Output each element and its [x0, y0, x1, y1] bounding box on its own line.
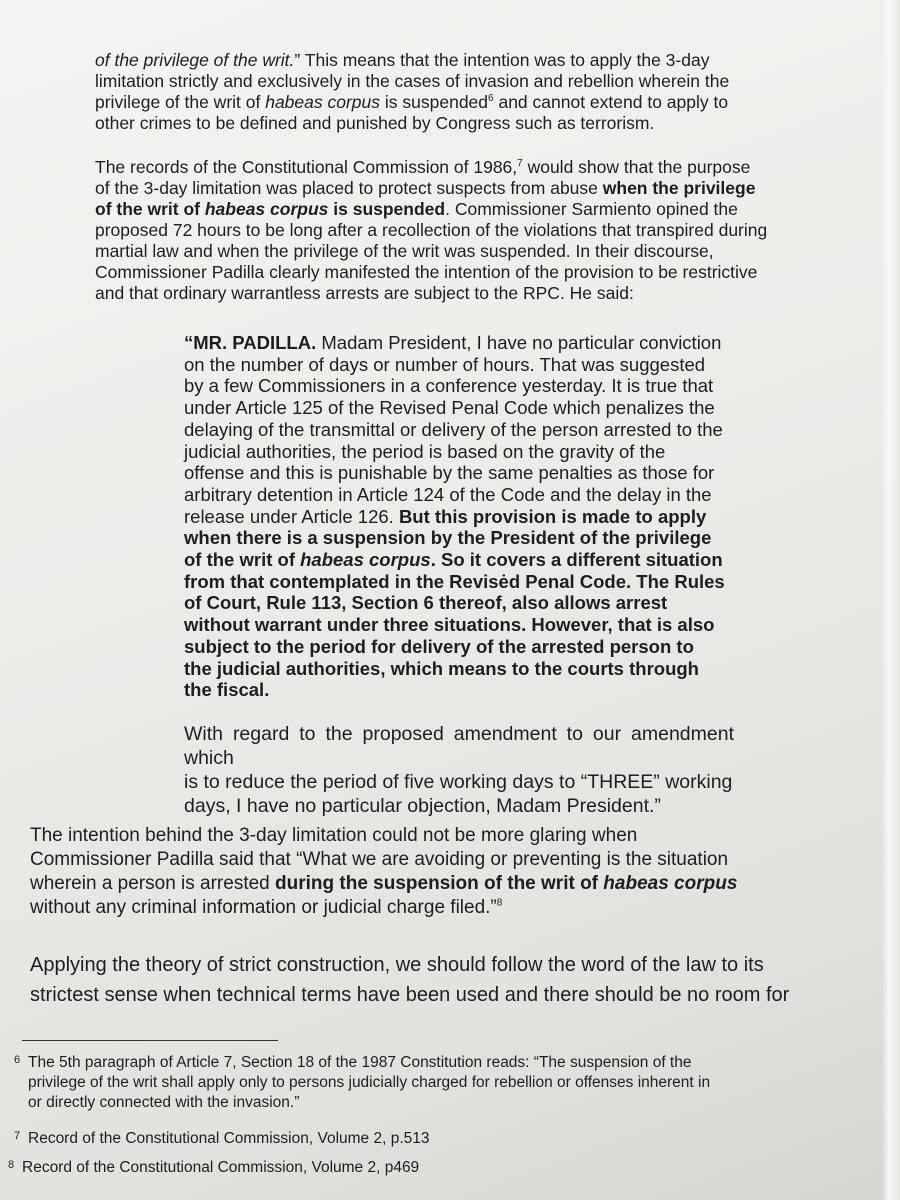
quote-line: is to reduce the period of five working days to “THREE” working: [184, 771, 733, 793]
footnote-line: or directly connected with the invasion.”: [28, 1094, 300, 1111]
quote-line: days, I have no particular objection, Madam President.”: [184, 795, 661, 817]
paragraph-2-line: Commissioner Padilla clearly manifested the intention of the provision to be restrictive: [95, 262, 758, 282]
quote-line: judicial authorities, the period is based on the gravity of the: [184, 440, 666, 462]
footnote-number: 7: [14, 1130, 21, 1142]
footnote-text: Record of the Constitutional Commission, Volume 2, p.513: [28, 1130, 430, 1147]
paragraph-2-line: The records of the Constitutional Commission of 1986,$^7$ would show that the purpose: [95, 157, 751, 177]
paragraph-2-line: of the writ of habeas corpus is suspended. Commissioner Sarmiento opined the: [95, 199, 738, 219]
quote-line: offense and this is punishable by the same penalties as those for: [184, 462, 715, 484]
paragraph-4: [30, 950, 820, 1010]
quote-line: under Article 125 of the Revised Penal Code which penalizes the: [184, 397, 715, 419]
quote-line: of the writ of habeas corpus. So it covers a different situation: [184, 549, 723, 571]
paragraph-3: [30, 824, 810, 920]
paragraph-2-line: proposed 72 hours to be long after a recollection of the violations that transpired during: [95, 220, 768, 240]
quote-line: the judicial authorities, which means to the courts through: [184, 657, 699, 679]
quote-line: subject to the period for delivery of the arrested person to: [184, 635, 694, 657]
quote-line: on the number of days or number of hours. That was suggested: [184, 353, 706, 375]
padilla-quote-continued: [184, 722, 734, 818]
quote-line: when there is a suspension by the President of the privilege: [184, 527, 712, 549]
paragraph-1-line: other crimes to be defined and punished by Congress such as terrorism.: [95, 113, 655, 133]
paragraph-1: [95, 50, 778, 134]
quote-line: delaying of the transmittal or delivery of the person arrested to the: [184, 418, 723, 440]
paragraph-4-line: Applying the theory of strict construction, we should follow the word of the law to its: [30, 954, 764, 976]
quote-line: without warrant under three situations. However, that is also: [184, 614, 715, 636]
footnote-number: 8: [8, 1159, 15, 1171]
paragraph-3-line: The intention behind the 3-day limitation could not be more glaring when: [30, 825, 638, 846]
footnote-text: The 5th paragraph of Article 7, Section 18 of the 1987 Constitution reads: “The suspension of the: [28, 1054, 692, 1071]
footnote-separator: [22, 1040, 278, 1041]
paragraph-1-line: limitation strictly and exclusively in the cases of invasion and rebellion wherein the: [95, 71, 730, 91]
footnote-text: Record of the Constitutional Commission, Volume 2, p469: [22, 1159, 420, 1176]
footnote-number: 6: [14, 1054, 21, 1066]
paragraph-2-line: and that ordinary warrantless arrests are subject to the RPC. He said:: [95, 283, 634, 303]
paragraph-1-line: of the privilege of the writ.” This means that the intention was to apply the 3-day: [95, 50, 710, 70]
quote-line: With regard to the proposed amendment to our amendment which: [184, 723, 734, 769]
padilla-quote: [184, 332, 729, 701]
quote-line: of Court, Rule 113, Section 6 thereof, also allows arrest: [184, 592, 668, 614]
paragraph-2-line: of the 3-day limitation was placed to protect suspects from abuse when the privilege: [95, 178, 756, 198]
quote-line: the fiscal.: [184, 679, 270, 701]
footnote-8: [8, 1155, 808, 1178]
footnote-line: [14, 1050, 814, 1073]
page-edge-shadow: [882, 0, 900, 1200]
paragraph-2-line: martial law and when the privilege of the writ was suspended. In their discourse,: [95, 241, 714, 261]
quote-line: from that contemplated in the Revisėd Penal Code. The Rules: [184, 570, 725, 592]
paragraph-3-line: Commissioner Padilla said that “What we are avoiding or preventing is the situation: [30, 849, 729, 870]
paragraph-3-line: wherein a person is arrested during the suspension of the writ of habeas corpus: [30, 873, 738, 894]
paragraph-2: [95, 157, 778, 304]
paragraph-1-line: privilege of the writ of habeas corpus is suspended$^6$ and cannot extend to apply to: [95, 92, 729, 112]
paragraph-3-line: without any criminal information or judicial charge filed.”$^8$: [30, 897, 503, 918]
footnote-6: [14, 1050, 814, 1113]
paragraph-4-line: strictest sense when technical terms have been used and there should be no room for: [30, 984, 790, 1006]
footnote-7: [14, 1126, 814, 1149]
quote-line: arbitrary detention in Article 124 of the Code and the delay in the: [184, 483, 712, 505]
quote-line: “MR. PADILLA. Madam President, I have no particular conviction: [184, 332, 722, 353]
quote-line: by a few Commissioners in a conference yesterday. It is true that: [184, 375, 714, 397]
footnote-line: privilege of the writ shall apply only to persons judicially charged for rebellion or offenses inherent in: [28, 1074, 711, 1091]
quote-line: release under Article 126. But this provision is made to apply: [184, 505, 707, 527]
